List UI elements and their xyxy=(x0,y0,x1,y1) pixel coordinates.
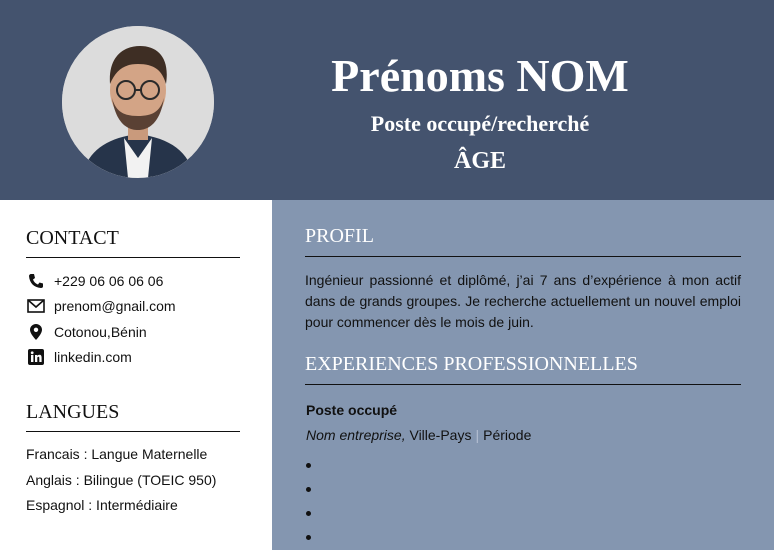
linkedin-icon xyxy=(26,348,46,366)
experience-divider xyxy=(305,384,741,385)
profile-photo xyxy=(62,26,214,178)
contact-divider xyxy=(26,257,240,258)
profile-heading: PROFIL xyxy=(305,225,374,247)
right-column xyxy=(272,200,774,550)
languages-heading: LANGUES xyxy=(26,401,120,423)
cv-header xyxy=(0,0,774,200)
job-location: Ville-Pays xyxy=(405,427,472,443)
location-pin-icon xyxy=(26,323,46,341)
email-text[interactable]: prenom@gnail.com xyxy=(54,298,176,314)
contact-linkedin xyxy=(26,346,132,368)
location-text: Cotonou,Bénin xyxy=(54,324,147,340)
contact-heading: CONTACT xyxy=(26,227,119,249)
experience-heading: EXPERIENCES PROFESSIONNELLES xyxy=(305,353,638,375)
company-name: Nom entreprise, xyxy=(306,427,406,443)
job-title: Poste occupé xyxy=(306,402,398,418)
profile-summary: Ingénieur passionné et diplômé, j’ai 7 ans d’expérience à mon actif dans de grands groupes. Je recherche actuellement un nouvel emploi pour commencer dès le mois de juin. xyxy=(305,272,741,330)
contact-email xyxy=(26,295,176,317)
phone-icon xyxy=(26,272,46,290)
languages-divider xyxy=(26,431,240,432)
language-spanish: Espagnol : Intermédiaire xyxy=(26,497,178,513)
phone-text[interactable]: +229 06 06 06 06 xyxy=(54,273,164,289)
envelope-icon xyxy=(26,297,46,315)
profile-divider xyxy=(305,256,741,257)
candidate-age: ÂGE xyxy=(453,148,506,174)
contact-phone xyxy=(26,270,163,292)
person-portrait-icon xyxy=(62,26,214,178)
language-french: Francais : Langue Maternelle xyxy=(26,446,208,462)
contact-location xyxy=(26,321,147,343)
candidate-name: Prénoms NOM xyxy=(331,50,629,101)
language-english: Anglais : Bilingue (TOEIC 950) xyxy=(26,472,217,488)
left-column xyxy=(0,200,272,550)
job-period: Période xyxy=(483,427,532,443)
job-meta xyxy=(306,427,531,443)
meta-separator: | xyxy=(475,427,480,443)
job-position: Poste occupé/recherché xyxy=(370,111,590,136)
linkedin-text[interactable]: linkedin.com xyxy=(54,349,132,365)
